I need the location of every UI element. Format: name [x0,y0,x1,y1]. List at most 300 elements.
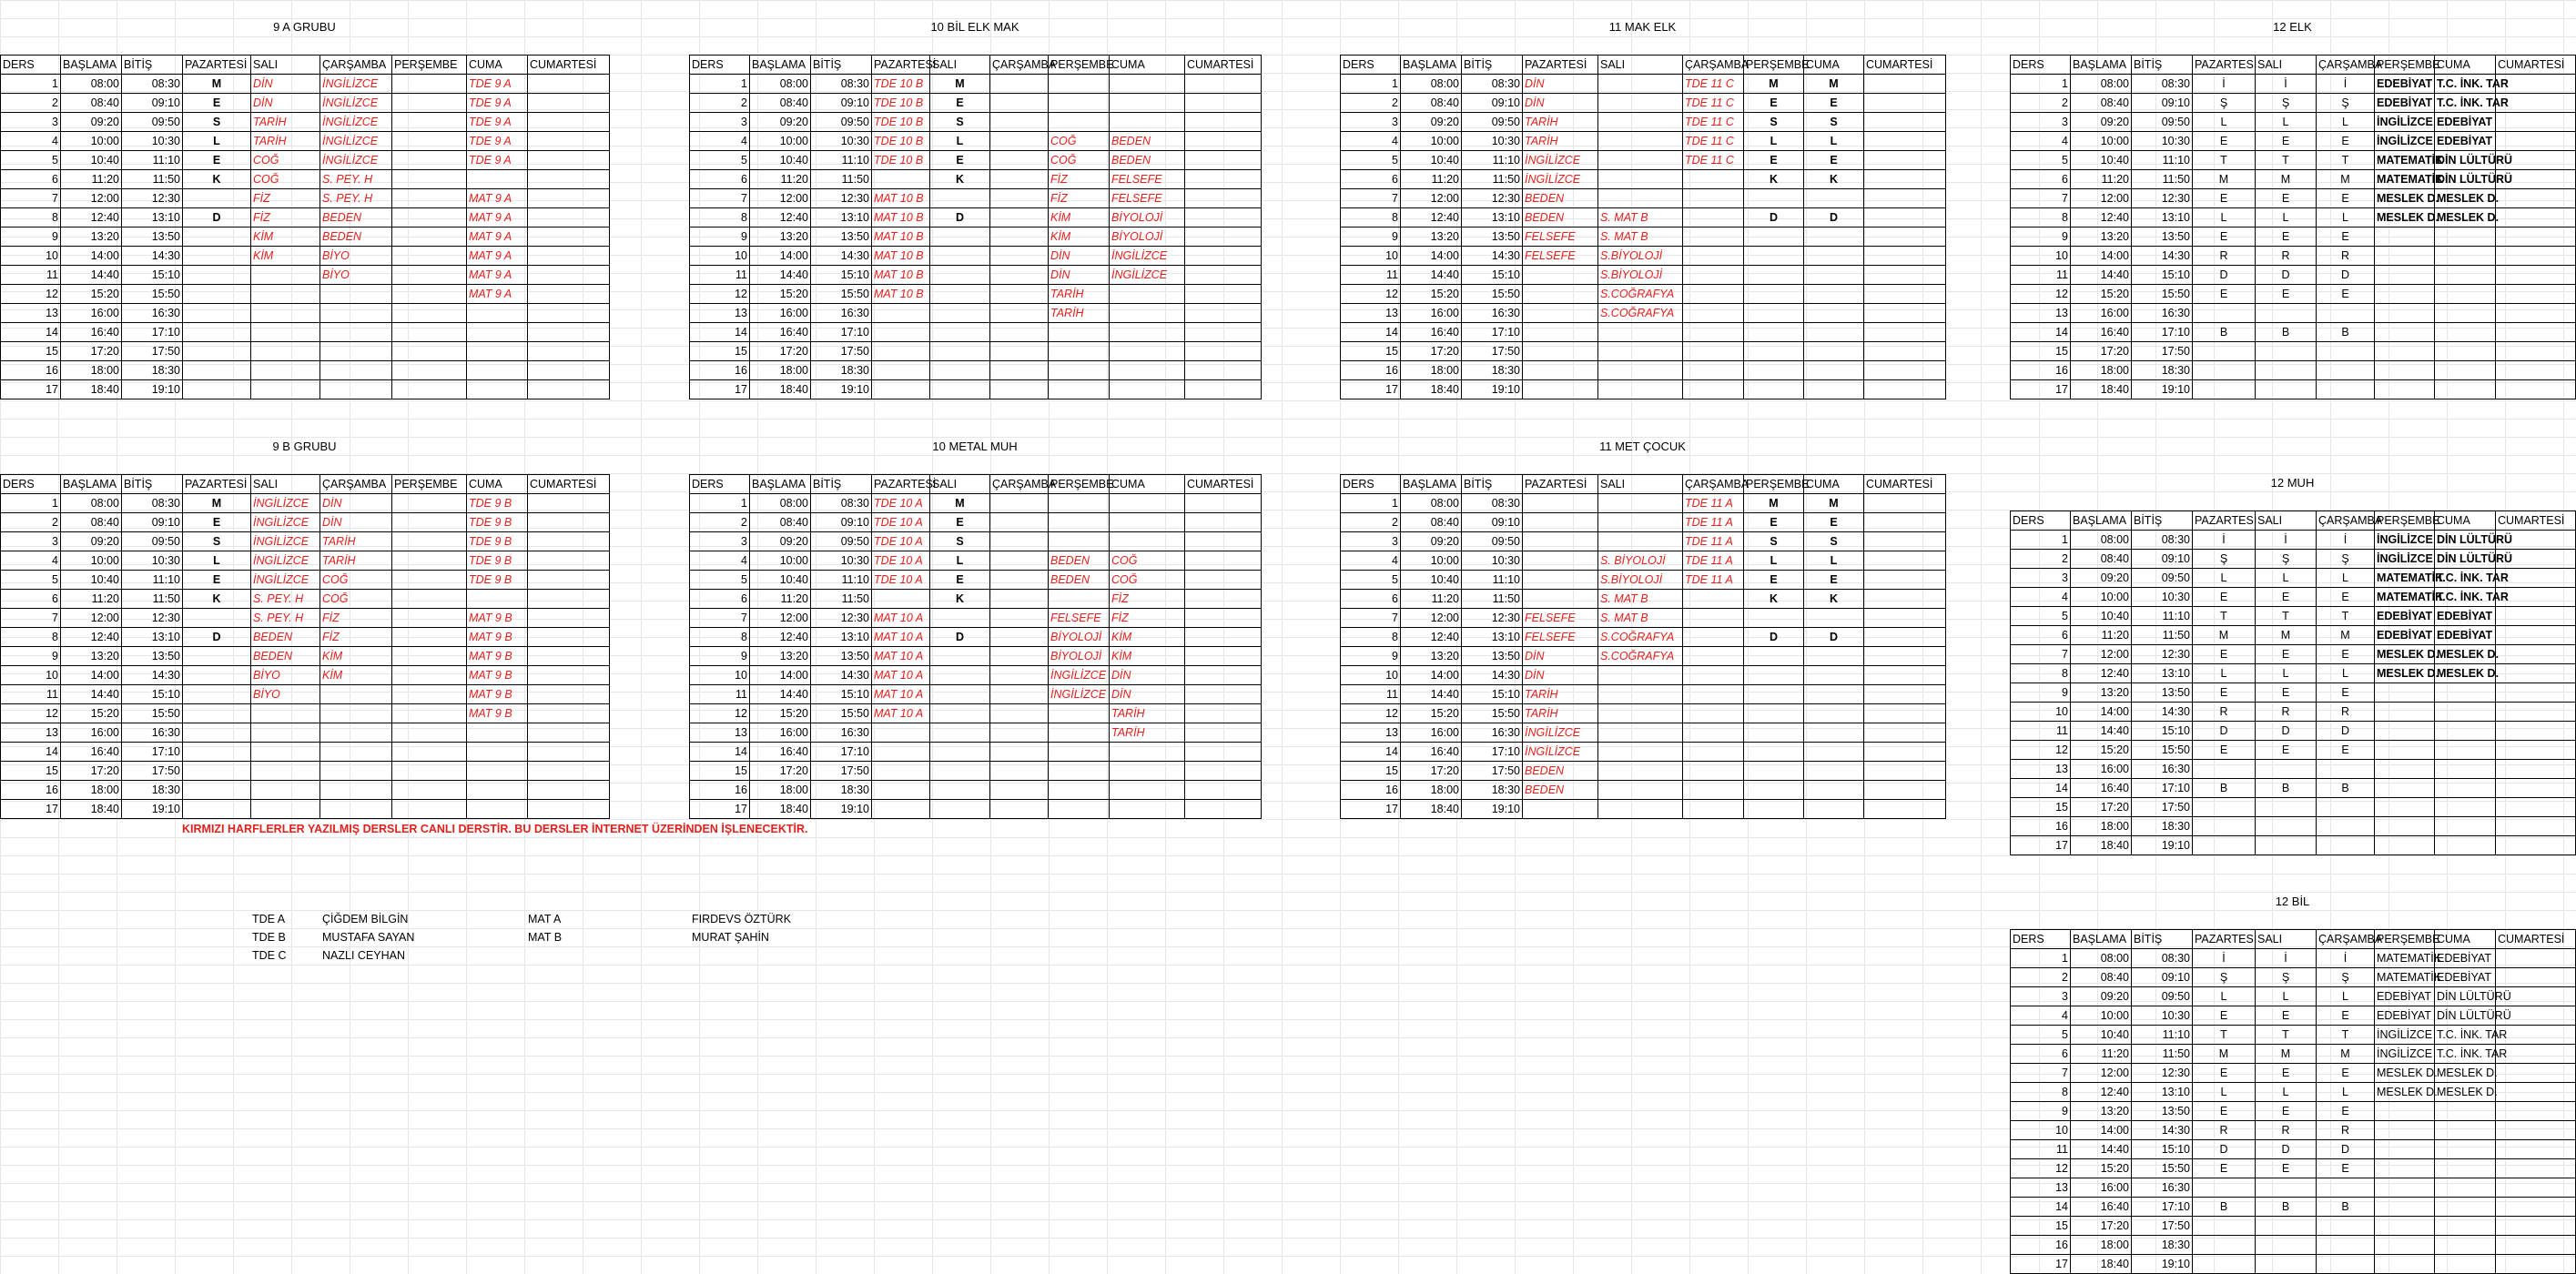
lesson-cell-sali[interactable]: L [2256,569,2317,588]
lesson-cell-persembe[interactable] [2375,1121,2435,1140]
lesson-cell-carsamba[interactable] [320,323,392,342]
lesson-cell-cumartesi[interactable] [528,94,610,113]
lesson-cell-sali[interactable]: D [930,208,990,228]
lesson-cell-cumartesi[interactable] [528,113,610,132]
end-time[interactable]: 12:30 [2132,189,2193,208]
start-time[interactable]: 16:40 [2071,323,2132,342]
lesson-number[interactable]: 2 [2011,94,2071,113]
lesson-cell-pazartesi[interactable] [1523,323,1598,342]
end-time[interactable]: 17:50 [122,342,183,361]
lesson-cell-sali[interactable] [930,304,990,323]
lesson-cell-sali[interactable] [251,380,320,399]
lesson-number[interactable]: 8 [2011,1083,2071,1102]
lesson-cell-sali[interactable] [2256,304,2317,323]
start-time[interactable]: 15:20 [2071,1159,2132,1178]
lesson-cell-carsamba[interactable]: DİN [320,494,392,513]
lesson-number[interactable]: 11 [2011,1140,2071,1159]
lesson-cell-sali[interactable]: M [930,75,990,94]
start-time[interactable]: 14:00 [750,247,811,266]
lesson-cell-sali[interactable] [1598,94,1683,113]
end-time[interactable]: 15:10 [1462,685,1523,704]
lesson-cell-cumartesi[interactable] [528,551,610,571]
lesson-number[interactable]: 14 [690,323,750,342]
start-time[interactable]: 16:40 [2071,1198,2132,1217]
lesson-cell-persembe[interactable] [1744,666,1804,685]
lesson-cell-cuma[interactable]: MAT 9 B [467,628,528,647]
lesson-number[interactable]: 8 [1341,628,1401,647]
column-header[interactable]: BİTİŞ [1462,475,1523,494]
lesson-cell-sali[interactable]: BEDEN [251,647,320,666]
lesson-cell-cuma[interactable] [1110,304,1185,323]
lesson-number[interactable]: 10 [2011,1121,2071,1140]
start-time[interactable]: 14:40 [1401,266,1462,285]
lesson-cell-persembe[interactable] [1049,532,1110,551]
lesson-cell-cuma[interactable]: MESLEK D. [2435,1064,2496,1083]
start-time[interactable]: 09:20 [750,113,811,132]
lesson-number[interactable]: 5 [2011,151,2071,170]
lesson-cell-cumartesi[interactable] [1864,532,1946,551]
column-header[interactable]: PERŞEMBE [1049,475,1110,494]
start-time[interactable]: 14:40 [750,266,811,285]
lesson-cell-persembe[interactable]: TARİH [1049,285,1110,304]
lesson-cell-carsamba[interactable] [990,743,1049,762]
lesson-number[interactable]: 14 [1,743,61,762]
lesson-cell-cumartesi[interactable] [1864,266,1946,285]
lesson-cell-carsamba[interactable] [2317,342,2375,361]
lesson-cell-cuma[interactable] [1110,532,1185,551]
lesson-cell-cuma[interactable]: D [1804,628,1864,647]
lesson-cell-pazartesi[interactable]: D [183,208,251,228]
lesson-cell-cuma[interactable] [2435,380,2496,399]
lesson-cell-cuma[interactable]: T.C. İNK. TAR [2435,1026,2496,1045]
lesson-cell-cuma[interactable]: E [1804,151,1864,170]
lesson-cell-persembe[interactable]: BEDEN [1049,551,1110,571]
lesson-cell-sali[interactable]: Ş [2256,550,2317,569]
end-time[interactable]: 11:10 [2132,1026,2193,1045]
start-time[interactable]: 10:00 [61,551,122,571]
end-time[interactable]: 12:30 [1462,609,1523,628]
start-time[interactable]: 14:00 [750,666,811,685]
lesson-cell-pazartesi[interactable] [1523,571,1598,590]
lesson-cell-persembe[interactable] [1049,590,1110,609]
lesson-cell-cuma[interactable] [1110,75,1185,94]
column-header[interactable]: DERS [2011,511,2071,531]
lesson-cell-sali[interactable] [930,685,990,704]
column-header[interactable]: DERS [2011,930,2071,949]
lesson-number[interactable]: 13 [1,304,61,323]
lesson-cell-carsamba[interactable]: KİM [320,647,392,666]
column-header[interactable]: PERŞEMBE [1049,56,1110,75]
lesson-cell-cumartesi[interactable] [1864,666,1946,685]
lesson-cell-cuma[interactable] [2435,228,2496,247]
end-time[interactable]: 11:50 [811,170,872,189]
start-time[interactable]: 18:00 [61,361,122,380]
lesson-cell-sali[interactable]: D [2256,1140,2317,1159]
lesson-cell-persembe[interactable]: E [1744,571,1804,590]
end-time[interactable]: 18:30 [2132,361,2193,380]
lesson-cell-pazartesi[interactable]: D [2193,1140,2256,1159]
lesson-cell-carsamba[interactable]: E [2317,132,2375,151]
lesson-cell-pazartesi[interactable] [1523,494,1598,513]
lesson-cell-carsamba[interactable] [2317,836,2375,855]
lesson-cell-cumartesi[interactable] [2496,361,2576,380]
lesson-cell-pazartesi[interactable] [1523,266,1598,285]
start-time[interactable]: 17:20 [750,342,811,361]
lesson-cell-cuma[interactable]: FELSEFE [1110,170,1185,189]
lesson-cell-sali[interactable] [930,285,990,304]
lesson-cell-sali[interactable]: TARİH [251,113,320,132]
lesson-cell-sali[interactable]: K [930,170,990,189]
end-time[interactable]: 08:30 [811,75,872,94]
lesson-cell-carsamba[interactable]: E [2317,645,2375,664]
start-time[interactable]: 11:20 [2071,170,2132,189]
lesson-cell-cuma[interactable]: T.C. İNK. TAR [2435,94,2496,113]
lesson-cell-carsamba[interactable]: COĞ [320,590,392,609]
lesson-cell-carsamba[interactable]: TDE 11 C [1683,75,1744,94]
lesson-cell-sali[interactable]: L [2256,664,2317,683]
lesson-cell-cuma[interactable]: MAT 9 B [467,609,528,628]
lesson-cell-sali[interactable] [930,361,990,380]
lesson-cell-cumartesi[interactable] [528,685,610,704]
lesson-cell-pazartesi[interactable] [2193,380,2256,399]
lesson-cell-cuma[interactable]: MAT 9 B [467,685,528,704]
lesson-cell-cuma[interactable]: EDEBİYAT [2435,968,2496,987]
lesson-cell-carsamba[interactable]: L [2317,569,2375,588]
column-header[interactable]: PERŞEMBE [392,475,467,494]
end-time[interactable]: 13:10 [1462,208,1523,228]
lesson-cell-sali[interactable]: B [2256,1198,2317,1217]
lesson-number[interactable]: 11 [1,685,61,704]
lesson-cell-cuma[interactable] [1110,94,1185,113]
lesson-cell-carsamba[interactable]: L [2317,113,2375,132]
end-time[interactable]: 12:30 [811,609,872,628]
lesson-cell-carsamba[interactable]: L [2317,1083,2375,1102]
lesson-cell-cuma[interactable]: TDE 9 B [467,494,528,513]
lesson-cell-sali[interactable]: E [930,571,990,590]
lesson-cell-carsamba[interactable]: TARİH [320,551,392,571]
lesson-cell-sali[interactable] [1598,762,1683,781]
lesson-cell-carsamba[interactable]: COĞ [320,571,392,590]
lesson-number[interactable]: 3 [1341,113,1401,132]
start-time[interactable]: 16:00 [61,304,122,323]
lesson-cell-carsamba[interactable] [2317,798,2375,817]
start-time[interactable]: 08:00 [2071,531,2132,550]
start-time[interactable]: 12:40 [1401,208,1462,228]
lesson-cell-carsamba[interactable] [990,800,1049,819]
lesson-number[interactable]: 9 [2011,683,2071,703]
lesson-cell-cumartesi[interactable] [528,609,610,628]
column-header[interactable]: CUMA [1110,475,1185,494]
end-time[interactable]: 14:30 [1462,666,1523,685]
lesson-cell-carsamba[interactable]: L [2317,987,2375,1006]
lesson-cell-pazartesi[interactable]: MAT 10 A [872,647,930,666]
end-time[interactable]: 13:10 [2132,208,2193,228]
lesson-cell-pazartesi[interactable]: FELSEFE [1523,228,1598,247]
start-time[interactable]: 16:40 [1401,323,1462,342]
end-time[interactable]: 13:50 [2132,228,2193,247]
lesson-cell-sali[interactable] [2256,817,2317,836]
end-time[interactable]: 12:30 [2132,1064,2193,1083]
lesson-cell-carsamba[interactable] [990,304,1049,323]
lesson-cell-carsamba[interactable] [1683,380,1744,399]
lesson-cell-sali[interactable]: Ş [2256,94,2317,113]
lesson-cell-pazartesi[interactable] [872,380,930,399]
lesson-cell-cuma[interactable] [467,380,528,399]
lesson-cell-pazartesi[interactable]: E [183,94,251,113]
lesson-number[interactable]: 7 [2011,645,2071,664]
lesson-cell-pazartesi[interactable] [2193,1255,2256,1274]
column-header[interactable]: CUMARTESİ [2496,511,2576,531]
lesson-cell-pazartesi[interactable]: MAT 10 B [872,247,930,266]
lesson-cell-sali[interactable]: TARİH [251,132,320,151]
lesson-number[interactable]: 17 [1,380,61,399]
lesson-cell-cumartesi[interactable] [2496,1236,2576,1255]
start-time[interactable]: 14:40 [2071,266,2132,285]
lesson-cell-carsamba[interactable] [990,532,1049,551]
lesson-cell-pazartesi[interactable]: E [2193,1159,2256,1178]
start-time[interactable]: 10:00 [2071,588,2132,607]
lesson-cell-carsamba[interactable]: DİN [320,513,392,532]
lesson-cell-persembe[interactable] [1049,113,1110,132]
lesson-cell-pazartesi[interactable]: TDE 10 B [872,94,930,113]
lesson-cell-sali[interactable] [1598,189,1683,208]
lesson-cell-cuma[interactable] [1804,266,1864,285]
lesson-cell-carsamba[interactable] [990,189,1049,208]
lesson-cell-sali[interactable]: S. BİYOLOJİ [1598,551,1683,571]
lesson-cell-sali[interactable] [930,762,990,781]
lesson-cell-sali[interactable] [251,781,320,800]
lesson-number[interactable]: 11 [690,685,750,704]
column-header[interactable]: PERŞEMBE [392,56,467,75]
column-header[interactable]: CUMA [2435,511,2496,531]
lesson-cell-cuma[interactable]: MAT 9 A [467,285,528,304]
start-time[interactable]: 12:00 [1401,609,1462,628]
end-time[interactable]: 19:10 [2132,836,2193,855]
column-header[interactable]: DERS [1341,475,1401,494]
lesson-cell-sali[interactable] [1598,494,1683,513]
lesson-cell-persembe[interactable]: MATEMATİK [2375,949,2435,968]
start-time[interactable]: 16:40 [1401,743,1462,762]
lesson-cell-cumartesi[interactable] [2496,342,2576,361]
lesson-number[interactable]: 15 [2011,798,2071,817]
lesson-cell-carsamba[interactable] [990,266,1049,285]
start-time[interactable]: 14:40 [1401,685,1462,704]
lesson-cell-cumartesi[interactable] [528,132,610,151]
lesson-cell-cumartesi[interactable] [2496,247,2576,266]
lesson-cell-persembe[interactable] [2375,703,2435,722]
lesson-cell-carsamba[interactable]: İ [2317,531,2375,550]
lesson-cell-cuma[interactable] [467,342,528,361]
lesson-cell-persembe[interactable] [392,685,467,704]
end-time[interactable]: 16:30 [2132,304,2193,323]
lesson-cell-pazartesi[interactable]: İNGİLİZCE [1523,743,1598,762]
end-time[interactable]: 11:10 [811,571,872,590]
end-time[interactable]: 11:50 [2132,1045,2193,1064]
lesson-cell-cuma[interactable]: EDEBİYAT [2435,949,2496,968]
lesson-number[interactable]: 13 [2011,1178,2071,1198]
start-time[interactable]: 12:40 [750,628,811,647]
lesson-cell-persembe[interactable] [1049,75,1110,94]
lesson-number[interactable]: 3 [690,532,750,551]
start-time[interactable]: 18:40 [750,800,811,819]
lesson-cell-sali[interactable]: E [2256,588,2317,607]
start-time[interactable]: 18:40 [1401,380,1462,399]
lesson-cell-carsamba[interactable] [1683,170,1744,189]
lesson-cell-pazartesi[interactable] [183,723,251,743]
column-header[interactable]: CUMARTESİ [2496,56,2576,75]
end-time[interactable]: 11:50 [2132,170,2193,189]
start-time[interactable]: 09:20 [61,532,122,551]
lesson-cell-sali[interactable] [1598,685,1683,704]
column-header[interactable]: CUMA [2435,56,2496,75]
lesson-cell-cumartesi[interactable] [2496,664,2576,683]
lesson-cell-sali[interactable]: E [2256,645,2317,664]
lesson-cell-carsamba[interactable]: Ş [2317,94,2375,113]
end-time[interactable]: 16:30 [811,723,872,743]
lesson-cell-sali[interactable]: İNGİLİZCE [251,494,320,513]
lesson-cell-persembe[interactable] [392,590,467,609]
lesson-cell-persembe[interactable] [1049,342,1110,361]
start-time[interactable]: 18:40 [1401,800,1462,819]
lesson-number[interactable]: 7 [1341,609,1401,628]
end-time[interactable]: 15:10 [2132,266,2193,285]
column-header[interactable]: ÇARŞAMBA [2317,511,2375,531]
lesson-cell-cuma[interactable]: COĞ [1110,551,1185,571]
start-time[interactable]: 08:40 [1401,94,1462,113]
lesson-cell-persembe[interactable] [1049,723,1110,743]
lesson-cell-cumartesi[interactable] [528,704,610,723]
end-time[interactable]: 11:50 [122,170,183,189]
lesson-number[interactable]: 6 [1341,590,1401,609]
lesson-cell-pazartesi[interactable]: D [183,628,251,647]
lesson-cell-sali[interactable]: İNGİLİZCE [251,532,320,551]
lesson-cell-cuma[interactable]: TARİH [1110,723,1185,743]
lesson-number[interactable]: 16 [690,361,750,380]
start-time[interactable]: 08:40 [2071,94,2132,113]
start-time[interactable]: 16:00 [1401,723,1462,743]
lesson-cell-cumartesi[interactable] [1185,247,1262,266]
lesson-cell-pazartesi[interactable]: L [2193,664,2256,683]
start-time[interactable]: 08:00 [2071,949,2132,968]
lesson-cell-persembe[interactable] [2375,1198,2435,1217]
lesson-cell-cumartesi[interactable] [1864,228,1946,247]
end-time[interactable]: 17:10 [1462,323,1523,342]
lesson-cell-carsamba[interactable] [2317,304,2375,323]
lesson-cell-pazartesi[interactable]: E [2193,1064,2256,1083]
lesson-number[interactable]: 4 [2011,588,2071,607]
lesson-cell-cuma[interactable] [467,304,528,323]
lesson-cell-sali[interactable] [1598,380,1683,399]
lesson-cell-cumartesi[interactable] [2496,113,2576,132]
lesson-cell-sali[interactable] [930,323,990,342]
lesson-cell-carsamba[interactable] [990,247,1049,266]
start-time[interactable]: 17:20 [1401,342,1462,361]
lesson-cell-pazartesi[interactable] [1523,304,1598,323]
lesson-number[interactable]: 6 [1,590,61,609]
start-time[interactable]: 16:00 [1401,304,1462,323]
lesson-cell-carsamba[interactable] [320,285,392,304]
lesson-cell-pazartesi[interactable]: TDE 10 A [872,513,930,532]
lesson-cell-pazartesi[interactable] [183,762,251,781]
lesson-cell-pazartesi[interactable]: E [2193,1006,2256,1026]
start-time[interactable]: 14:00 [2071,1121,2132,1140]
end-time[interactable]: 17:50 [1462,342,1523,361]
lesson-cell-persembe[interactable] [392,342,467,361]
lesson-number[interactable]: 12 [1341,704,1401,723]
lesson-cell-carsamba[interactable] [1683,304,1744,323]
lesson-cell-pazartesi[interactable] [183,189,251,208]
lesson-cell-pazartesi[interactable]: DİN [1523,647,1598,666]
lesson-cell-persembe[interactable] [2375,1178,2435,1198]
end-time[interactable]: 09:10 [811,94,872,113]
lesson-cell-pazartesi[interactable]: İNGİLİZCE [1523,170,1598,189]
end-time[interactable]: 11:10 [811,151,872,170]
lesson-number[interactable]: 15 [2011,342,2071,361]
lesson-cell-cumartesi[interactable] [1864,151,1946,170]
lesson-cell-sali[interactable]: DİN [251,75,320,94]
lesson-cell-pazartesi[interactable]: İNGİLİZCE [1523,151,1598,170]
end-time[interactable]: 08:30 [1462,494,1523,513]
lesson-cell-cuma[interactable]: MAT 9 A [467,247,528,266]
lesson-cell-persembe[interactable] [2375,722,2435,741]
lesson-cell-sali[interactable] [1598,342,1683,361]
end-time[interactable]: 15:50 [122,704,183,723]
lesson-cell-sali[interactable]: İ [2256,531,2317,550]
lesson-cell-cuma[interactable]: E [1804,94,1864,113]
lesson-cell-sali[interactable]: M [2256,626,2317,645]
lesson-cell-persembe[interactable] [1049,743,1110,762]
lesson-cell-carsamba[interactable]: S. PEY. H [320,170,392,189]
lesson-cell-sali[interactable]: L [930,551,990,571]
start-time[interactable]: 08:40 [61,94,122,113]
lesson-number[interactable]: 8 [2011,208,2071,228]
end-time[interactable]: 11:10 [122,571,183,590]
start-time[interactable]: 18:40 [61,800,122,819]
lesson-number[interactable]: 4 [1341,132,1401,151]
lesson-cell-persembe[interactable] [392,666,467,685]
lesson-cell-cuma[interactable]: TDE 9 A [467,151,528,170]
end-time[interactable]: 15:50 [811,285,872,304]
lesson-cell-persembe[interactable]: KİM [1049,228,1110,247]
lesson-cell-persembe[interactable]: TARİH [1049,304,1110,323]
end-time[interactable]: 13:50 [122,647,183,666]
lesson-cell-persembe[interactable]: D [1744,208,1804,228]
lesson-cell-persembe[interactable] [2375,342,2435,361]
lesson-number[interactable]: 5 [2011,607,2071,626]
start-time[interactable]: 12:40 [61,208,122,228]
lesson-number[interactable]: 9 [1341,647,1401,666]
lesson-cell-persembe[interactable]: BİYOLOJİ [1049,647,1110,666]
lesson-number[interactable]: 8 [2011,664,2071,683]
lesson-cell-cuma[interactable]: MAT 9 A [467,228,528,247]
lesson-cell-pazartesi[interactable]: MAT 10 A [872,628,930,647]
lesson-number[interactable]: 2 [2011,550,2071,569]
lesson-cell-cumartesi[interactable] [528,75,610,94]
lesson-cell-carsamba[interactable]: İNGİLİZCE [320,75,392,94]
lesson-cell-sali[interactable] [2256,760,2317,779]
end-time[interactable]: 17:50 [811,762,872,781]
start-time[interactable]: 16:40 [61,743,122,762]
lesson-cell-persembe[interactable]: COĞ [1049,132,1110,151]
lesson-cell-carsamba[interactable]: İNGİLİZCE [320,132,392,151]
lesson-number[interactable]: 8 [1,208,61,228]
lesson-cell-sali[interactable] [251,723,320,743]
lesson-number[interactable]: 6 [2011,626,2071,645]
lesson-cell-cuma[interactable] [467,361,528,380]
lesson-cell-carsamba[interactable]: E [2317,1006,2375,1026]
lesson-cell-pazartesi[interactable] [2193,304,2256,323]
end-time[interactable]: 14:30 [122,666,183,685]
